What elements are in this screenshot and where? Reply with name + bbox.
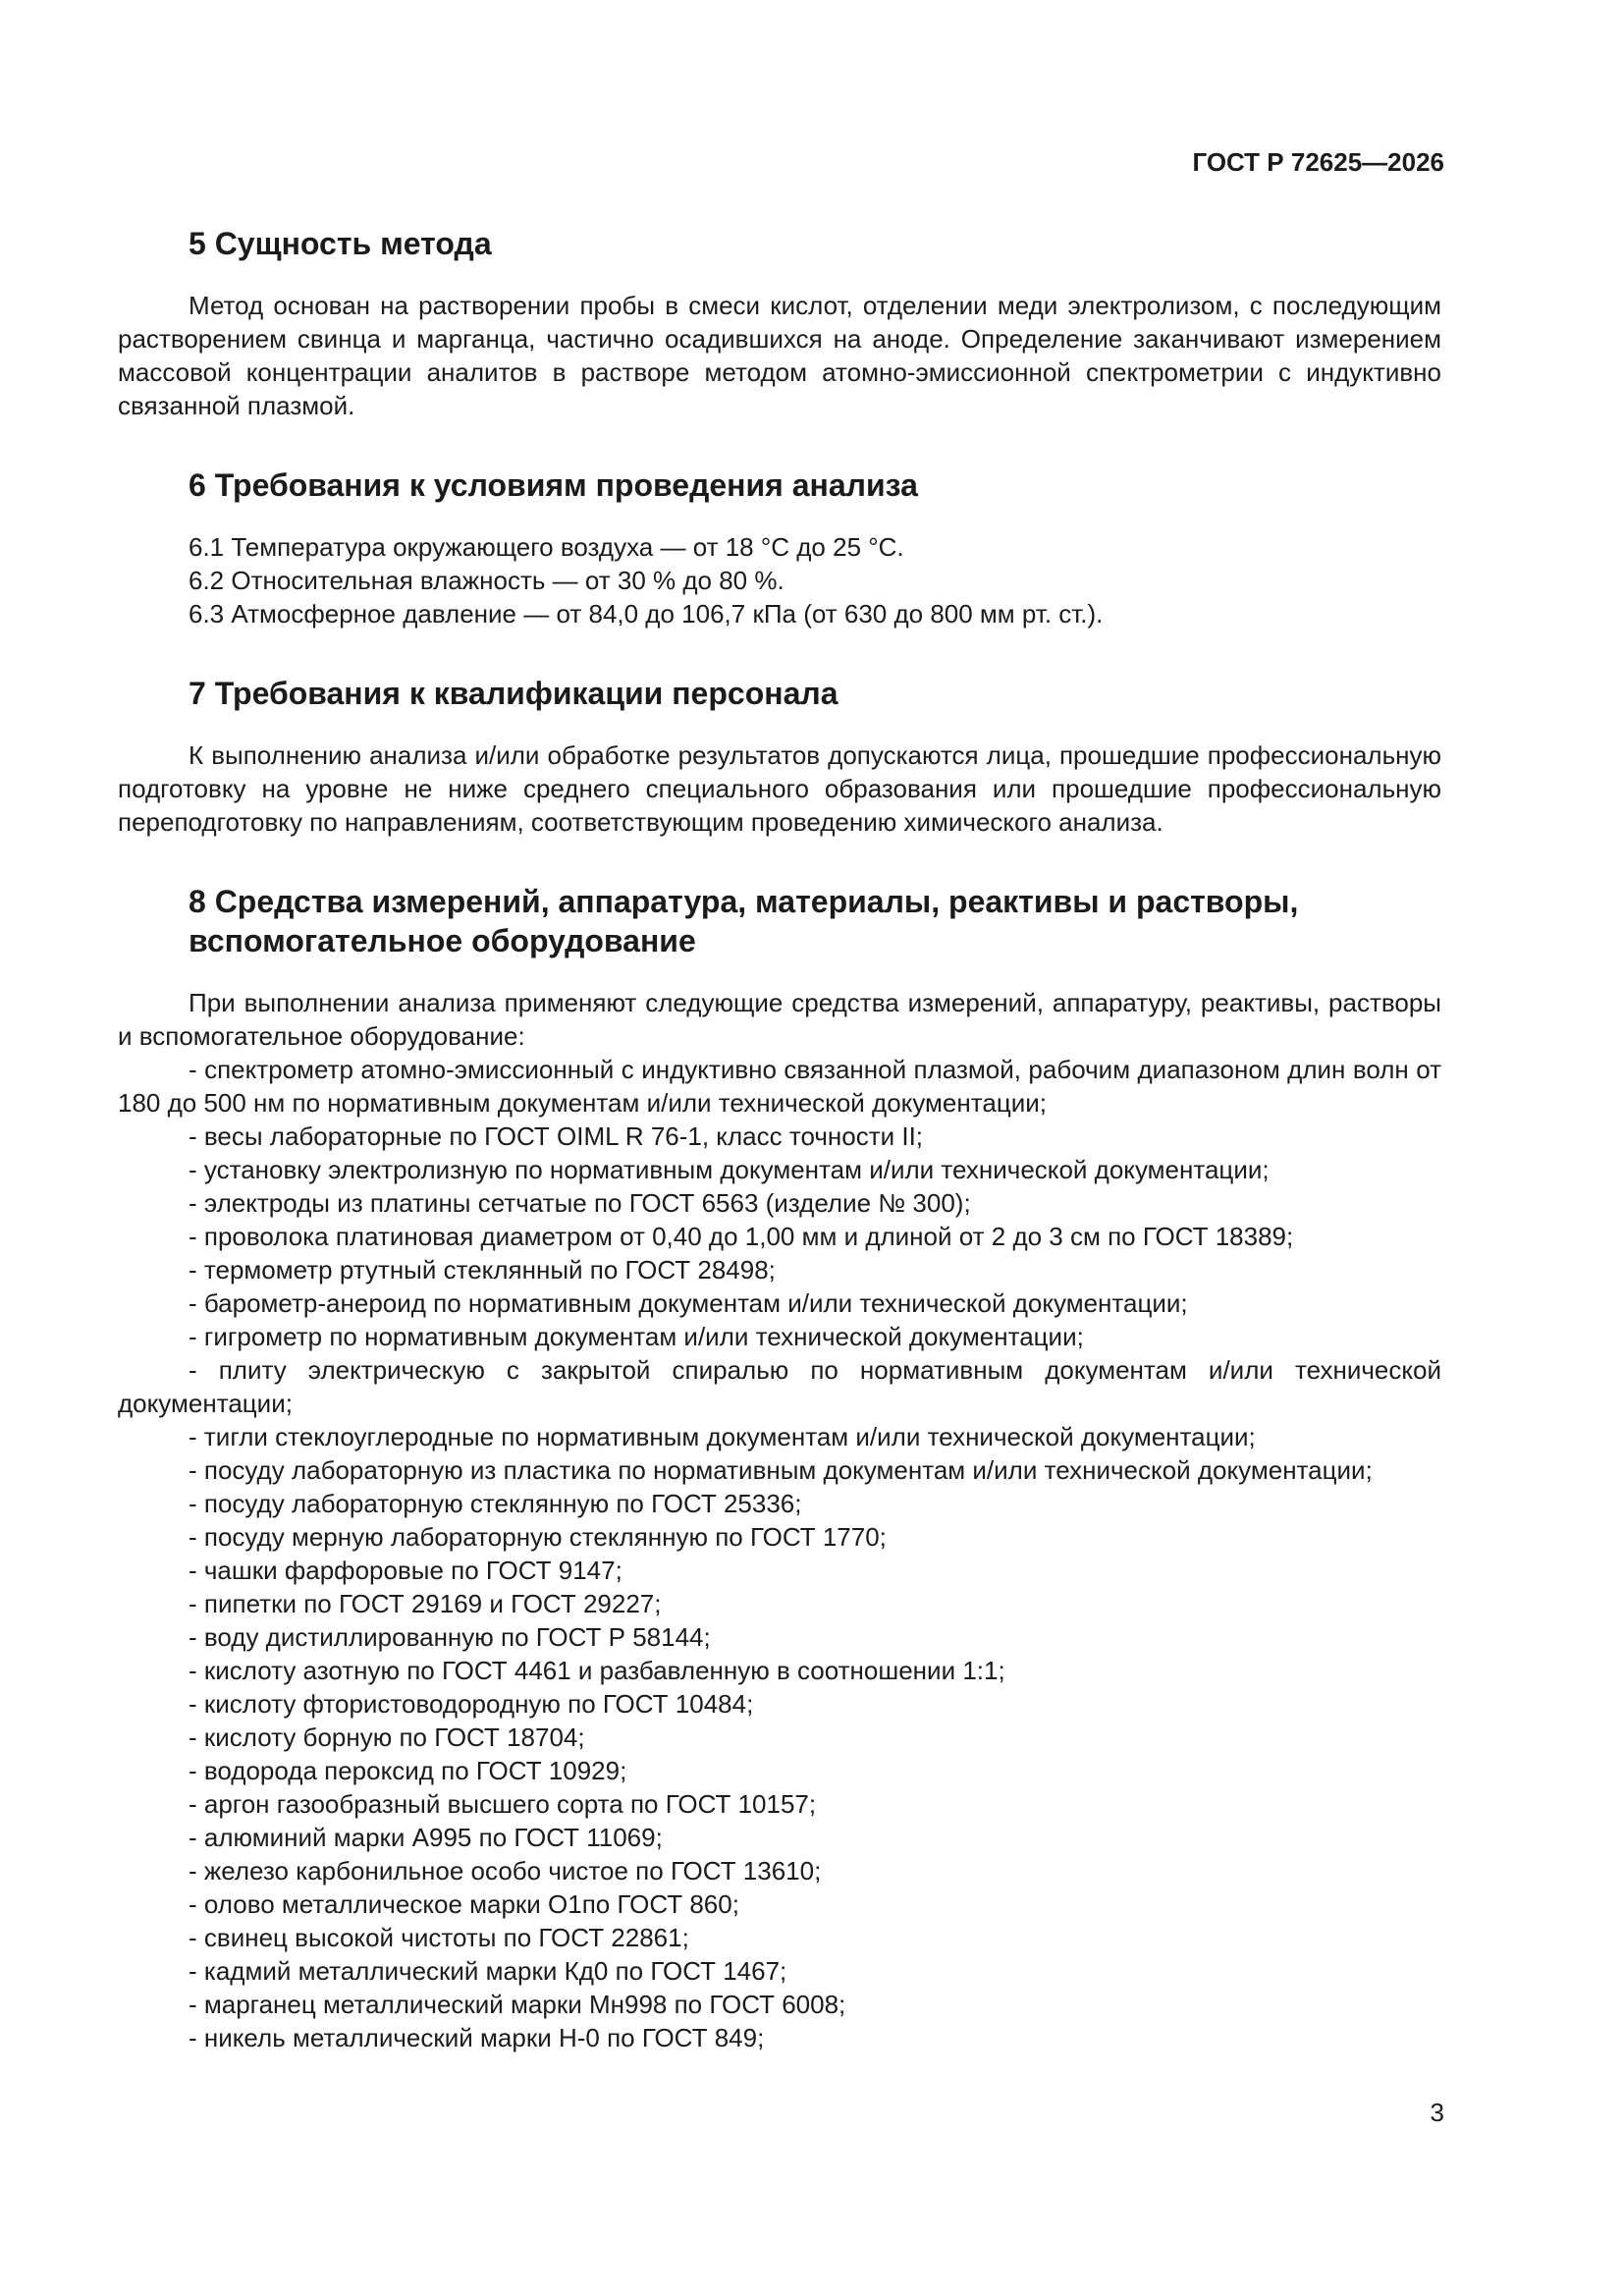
list-item: - свинец высокой чистоты по ГОСТ 22861;	[189, 1923, 689, 1952]
section-5	[118, 224, 1441, 422]
list-item: - олово металлическое марки О1по ГОСТ 860;	[189, 1889, 739, 1919]
list-item: - электроды из платины сетчатые по ГОСТ 6563 (изделие № 300);	[189, 1188, 971, 1218]
list-item: - алюминий марки А995 по ГОСТ 11069;	[189, 1823, 663, 1852]
list-item: - посуду лабораторную из пластика по нормативным документам и/или технической документации;	[189, 1455, 1373, 1485]
section-7-title: 7 Требования к квалификации персонала	[189, 676, 839, 711]
section-6-item-1: 6.1 Температура окружающего воздуха — от 18 °С до 25 °С.	[189, 532, 904, 562]
section-6-title: 6 Требования к условиям проведения анализа	[189, 467, 918, 503]
list-item: - проволока платиновая диаметром от 0,40 до 1,00 мм и длиной от 2 до 3 см по ГОСТ 18389;	[189, 1222, 1294, 1251]
page-content	[118, 224, 1441, 2098]
section-8-title-line-2: вспомогательное оборудование	[189, 923, 696, 958]
section-7	[118, 674, 1441, 839]
list-item: - посуду лабораторную стеклянную по ГОСТ 25336;	[189, 1489, 802, 1518]
page-number: 3	[1430, 2098, 1444, 2127]
list-item: - посуду мерную лабораторную стеклянную по ГОСТ 1770;	[189, 1522, 887, 1552]
section-8	[118, 882, 1441, 2054]
list-item: - чашки фарфоровые по ГОСТ 9147;	[189, 1556, 622, 1585]
section-5-title: 5 Сущность метода	[189, 226, 492, 261]
list-item: - установку электролизную по нормативным документам и/или технической документации;	[189, 1155, 1270, 1184]
list-item: - аргон газообразный высшего сорта по ГОСТ 10157;	[189, 1789, 817, 1819]
list-item: - термометр ртутный стеклянный по ГОСТ 28498;	[189, 1255, 776, 1285]
list-item: - барометр-анероид по нормативным документам и/или технической документации;	[189, 1288, 1188, 1318]
list-item: - плиту электрическую с закрытой спиралью по нормативным документам и/или технической документации;	[118, 1355, 1441, 1418]
list-item: - железо карбонильное особо чистое по ГОСТ 13610;	[189, 1856, 822, 1886]
section-8-intro: При выполнении анализа применяют следующие средства измерений, аппаратуру, реактивы, растворы и вспомогательное оборудование:	[118, 988, 1441, 1051]
list-item: - кислоту азотную по ГОСТ 4461 и разбавленную в соотношении 1:1;	[189, 1656, 1005, 1685]
section-8-title-line-1: 8 Средства измерений, аппаратура, материалы, реактивы и растворы,	[189, 884, 1299, 919]
list-item: - водорода пероксид по ГОСТ 10929;	[189, 1756, 627, 1785]
section-7-text: К выполнению анализа и/или обработке результатов допускаются лица, прошедшие профессиональную подготовку на уровне не ниже среднего специального образования или прошедшие профессиональную переподготовку по направлениям, соответствующим проведению химического анализа.	[118, 740, 1441, 837]
list-item: - кадмий металлический марки Кд0 по ГОСТ 1467;	[189, 1956, 787, 1986]
list-item: - кислоту борную по ГОСТ 18704;	[189, 1722, 585, 1752]
list-item: - тигли стеклоуглеродные по нормативным документам и/или технической документации;	[189, 1422, 1256, 1451]
section-6-item-3: 6.3 Атмосферное давление — от 84,0 до 106,7 кПа (от 630 до 800 мм рт. ст.).	[189, 599, 1104, 629]
section-5-text: Метод основан на растворении пробы в смеси кислот, отделении меди электролизом, с последующим растворением свинца и марганца, частично осадившихся на аноде. Определение заканчивают измерением массовой концентрации аналитов в растворе методом атомно-эмиссионной спектрометрии с индуктивно связанной плазмой.	[118, 291, 1441, 420]
document-code: ГОСТ Р 72625—2026	[1192, 147, 1444, 177]
list-item: - пипетки по ГОСТ 29169 и ГОСТ 29227;	[189, 1589, 662, 1618]
section-6-item-2: 6.2 Относительная влажность — от 30 % до 80 %.	[189, 566, 784, 595]
list-item: - гигрометр по нормативным документам и/или технической документации;	[189, 1322, 1084, 1351]
list-item: - марганец металлический марки Мн998 по ГОСТ 6008;	[189, 1990, 846, 2019]
list-item: - спектрометр атомно-эмиссионный с индуктивно связанной плазмой, рабочим диапазоном длин волн от 180 до 500 нм по нормативным документам и/или технической документации;	[118, 1055, 1441, 1118]
list-item: - никель металлический марки Н-0 по ГОСТ 849;	[189, 2023, 765, 2052]
list-item: - воду дистиллированную по ГОСТ Р 58144;	[189, 1622, 711, 1652]
list-item: - весы лабораторные по ГОСТ OIML R 76-1, класс точности II;	[189, 1121, 924, 1151]
list-item: - кислоту фтористоводородную по ГОСТ 10484;	[189, 1689, 754, 1719]
section-8-title	[118, 882, 1441, 960]
section-6	[118, 465, 1441, 630]
